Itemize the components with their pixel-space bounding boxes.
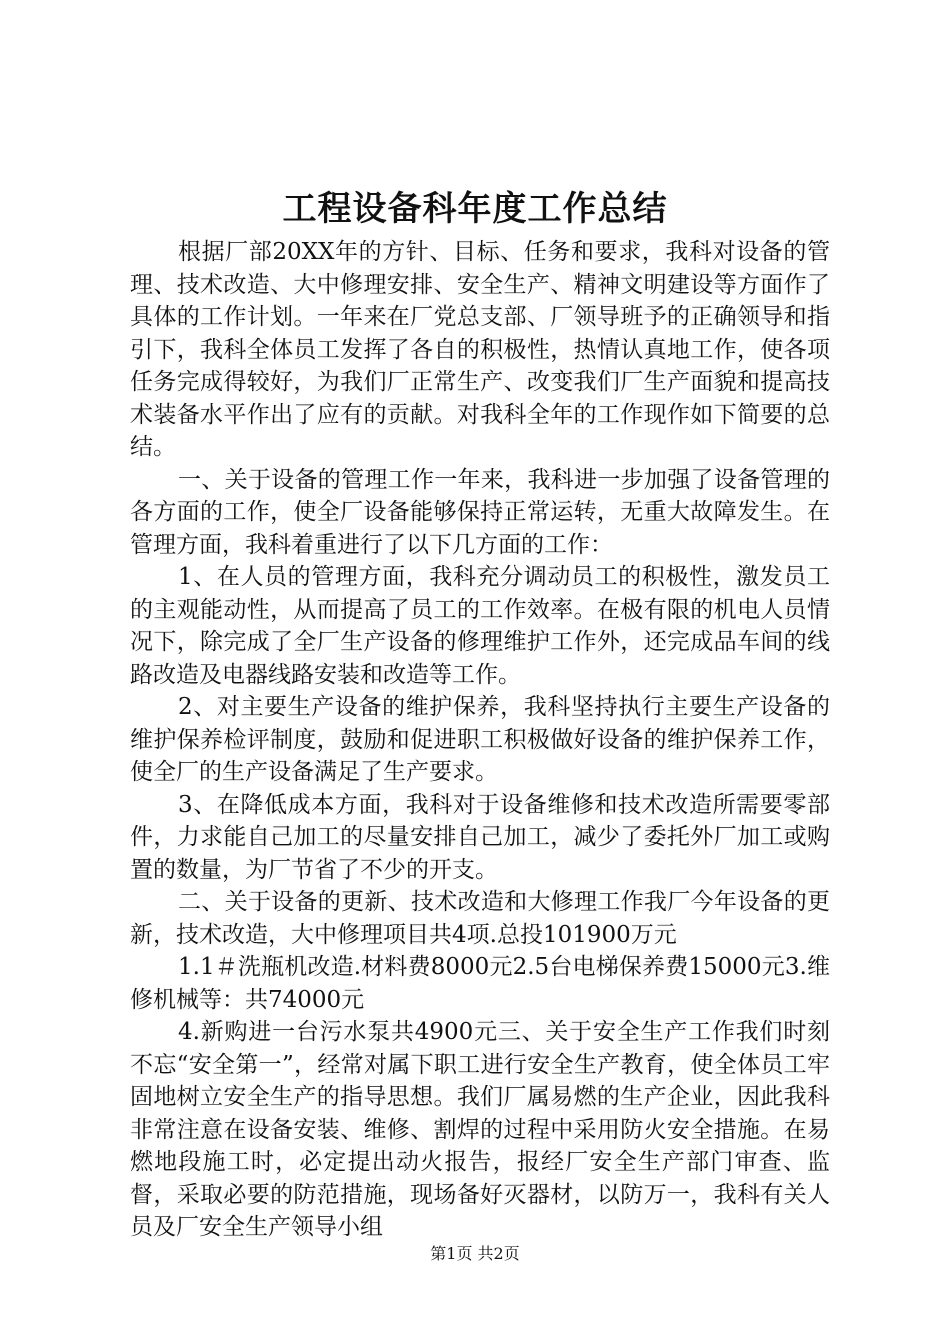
paragraph-section-3: 4.新购进一台污水泵共4900元三、关于安全生产工作我们时刻不忘“安全第一”，经常对属下职工进行安全生产教育，使全体员工牢固地树立安全生产的指导思想。我们厂属易燃的生产企业，因此我科非常注意在设备安装、维修、割焊的过程中采用防火安全措施。在易燃地段施工时，必定提出动火报告，报经厂安全生产部门审查、监督，采取必要的防范措施，现场备好灭器材，以防万一，我科有关人员及厂安全生产领导小组 [130, 1019, 830, 1240]
paragraph-section-2: 二、关于设备的更新、技术改造和大修理工作我厂今年设备的更新，技术改造，大中修理项目共4项.总投101900万元 [130, 889, 830, 948]
paragraph-item-2: 2、对主要生产设备的维护保养，我科坚持执行主要生产设备的维护保养检评制度，鼓励和促进职工积极做好设备的维护保养工作，使全厂的生产设备满足了生产要求。 [130, 694, 830, 785]
document-body [130, 236, 830, 1244]
paragraph-costs: 1.1＃洗瓶机改造.材料费8000元2.5台电梯保养费15000元3.维修机械等：共74000元 [130, 954, 830, 1013]
paragraph-intro: 根据厂部20XX年的方针、目标、任务和要求，我科对设备的管理、技术改造、大中修理安排、安全生产、精神文明建设等方面作了具体的工作计划。一年来在厂党总支部、厂领导班予的正确领导和指引下，我科全体员工发挥了各自的积极性，热情认真地工作，使各项任务完成得较好，为我们厂正常生产、改变我们厂生产面貌和提高技术装备水平作出了应有的贡献。对我科全年的工作现作如下简要的总结。 [130, 239, 830, 460]
paragraph-section-1: 一、关于设备的管理工作一年来，我科进一步加强了设备管理的各方面的工作，使全厂设备能够保持正常运转，无重大故障发生。在管理方面，我科着重进行了以下几方面的工作： [130, 466, 830, 558]
page-number-footer: 第1页 共2页 [430, 1244, 520, 1263]
paragraph-item-3: 3、在降低成本方面，我科对于设备维修和技术改造所需要零部件，力求能自己加工的尽量安排自己加工，减少了委托外厂加工或购置的数量，为厂节省了不少的开支。 [130, 791, 830, 883]
document-title: 工程设备科年度工作总结 [282, 189, 668, 229]
paragraph-item-1: 1、在人员的管理方面，我科充分调动员工的积极性，激发员工的主观能动性，从而提高了员工的工作效率。在极有限的机电人员情况下，除完成了全厂生产设备的修理维护工作外，还完成品车间的线路改造及电器线路安装和改造等工作。 [130, 564, 830, 688]
